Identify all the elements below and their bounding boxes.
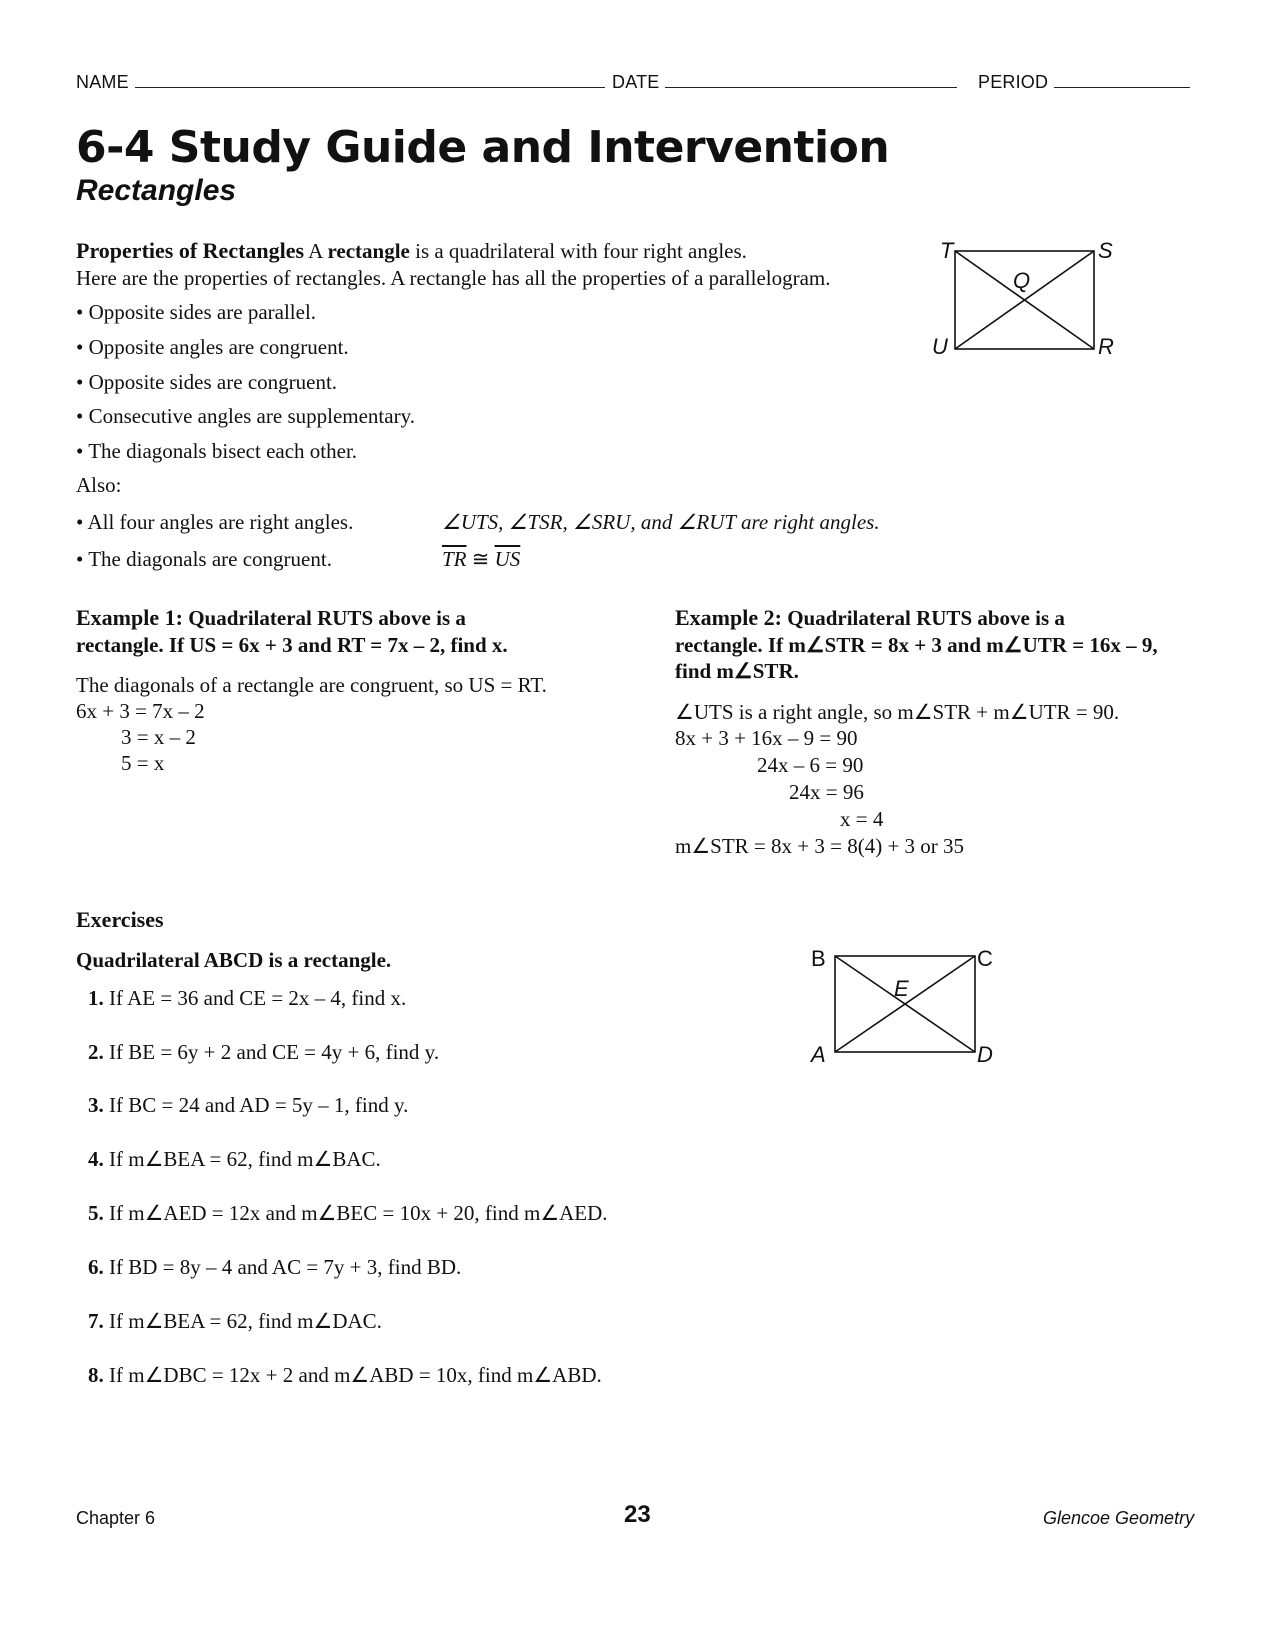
also-label: Also: <box>76 473 122 497</box>
vertex-label-s: S <box>1098 238 1113 263</box>
intersection-label-e: E <box>894 976 909 1001</box>
exercise-item-7: 7. If m∠BEA = 62, find m∠DAC. <box>88 1309 382 1333</box>
date-blank[interactable] <box>665 73 957 88</box>
page-number: 23 <box>624 1501 651 1528</box>
property-bullet-right-angles: • All four angles are right angles. <box>76 510 354 534</box>
properties-heading: Properties of Rectangles <box>76 238 305 263</box>
intersection-label-q: Q <box>1013 268 1031 293</box>
example2-line: x = 4 <box>840 807 884 831</box>
period-blank[interactable] <box>1054 73 1190 88</box>
name-field-label: NAME <box>76 72 605 93</box>
right-angles-detail: ∠UTS, ∠TSR, ∠SRU, and ∠RUT are right angles. <box>442 510 880 534</box>
vertex-label-c: C <box>977 946 993 971</box>
exercises-heading: Exercises <box>76 907 164 932</box>
vertex-label-u: U <box>932 334 948 359</box>
example1-line: 3 = x – 2 <box>121 725 196 749</box>
example2-line: ∠UTS is a right angle, so m∠STR + m∠UTR = 90. <box>675 700 1120 724</box>
property-bullet: • Consecutive angles are supplementary. <box>76 404 415 428</box>
period-field-label: PERIOD <box>978 72 1190 93</box>
example1-heading: Example 1: Quadrilateral RUTS above is a <box>76 605 466 630</box>
page-subtitle: Rectangles <box>76 174 237 207</box>
property-bullet: • The diagonals bisect each other. <box>76 439 358 463</box>
vertex-label-a: A <box>811 1042 826 1067</box>
example2-heading-line2: rectangle. If m∠STR = 8x + 3 and m∠UTR = 16x – 9, <box>675 633 1158 657</box>
property-bullet: • Opposite sides are congruent. <box>76 370 338 394</box>
property-bullet: • Opposite angles are congruent. <box>76 335 349 359</box>
example2-line: 24x = 96 <box>789 780 864 804</box>
example2-line: 24x – 6 = 90 <box>757 753 864 777</box>
example2-line: m∠STR = 8x + 3 = 8(4) + 3 or 35 <box>675 834 965 858</box>
property-bullet-diagonals: • The diagonals are congruent. <box>76 547 332 571</box>
vertex-label-b: B <box>811 946 826 971</box>
example2-heading: Example 2: Quadrilateral RUTS above is a <box>675 605 1065 630</box>
segment-us: $\overline{US}$ <box>494 547 521 571</box>
example2-line: 8x + 3 + 16x – 9 = 90 <box>675 726 858 750</box>
page-title: 6-4 Study Guide and Intervention <box>76 122 890 173</box>
segment-tr: $\overline{TR}$ <box>442 547 467 571</box>
example1-line: 6x + 3 = 7x – 2 <box>76 699 205 723</box>
rectangle-abcd-figure <box>820 948 990 1068</box>
rectangle-tsru-figure <box>930 236 1120 366</box>
date-field-label: DATE <box>612 72 957 93</box>
footer-chapter: Chapter 6 <box>76 1508 156 1528</box>
exercise-item-4: 4. If m∠BEA = 62, find m∠BAC. <box>88 1147 381 1171</box>
property-bullet: • Opposite sides are parallel. <box>76 300 317 324</box>
example1-heading-line2: rectangle. If US = 6x + 3 and RT = 7x – 2, find x. <box>76 633 508 657</box>
name-blank[interactable] <box>135 73 605 88</box>
vertex-label-d: D <box>977 1042 993 1067</box>
properties-intro-line2: Here are the properties of rectangles. A rectangle has all the properties of a parallelogram. <box>76 266 831 290</box>
exercise-item-3: 3. If BC = 24 and AD = 5y – 1, find y. <box>88 1093 409 1117</box>
rectangle-term: rectangle <box>327 239 410 263</box>
example1-line: 5 = x <box>121 751 165 775</box>
example2-heading-line3: find m∠STR. <box>675 659 799 683</box>
exercise-item-6: 6. If BD = 8y – 4 and AC = 7y + 3, find BD. <box>88 1255 462 1279</box>
exercises-instruction: Quadrilateral ABCD is a rectangle. <box>76 948 392 972</box>
vertex-label-r: R <box>1098 334 1114 359</box>
exercise-item-8: 8. If m∠DBC = 12x + 2 and m∠ABD = 10x, find m∠ABD. <box>88 1363 602 1387</box>
footer-book-title: Glencoe Geometry <box>1043 1508 1195 1528</box>
exercise-item-2: 2. If BE = 6y + 2 and CE = 4y + 6, find y. <box>88 1040 440 1064</box>
properties-intro: Properties of Rectangles A rectangle is a quadrilateral with four right angles. <box>76 238 747 263</box>
diagonals-congruent-detail: $\overline{TR}$ ≅ $\overline{US}$ <box>442 547 521 571</box>
exercise-item-5: 5. If m∠AED = 12x and m∠BEC = 10x + 20, find m∠AED. <box>88 1201 608 1225</box>
example1-line: The diagonals of a rectangle are congruent, so US = RT. <box>76 673 547 697</box>
vertex-label-t: T <box>940 238 954 263</box>
exercise-item-1: 1. If AE = 36 and CE = 2x – 4, find x. <box>88 986 407 1010</box>
